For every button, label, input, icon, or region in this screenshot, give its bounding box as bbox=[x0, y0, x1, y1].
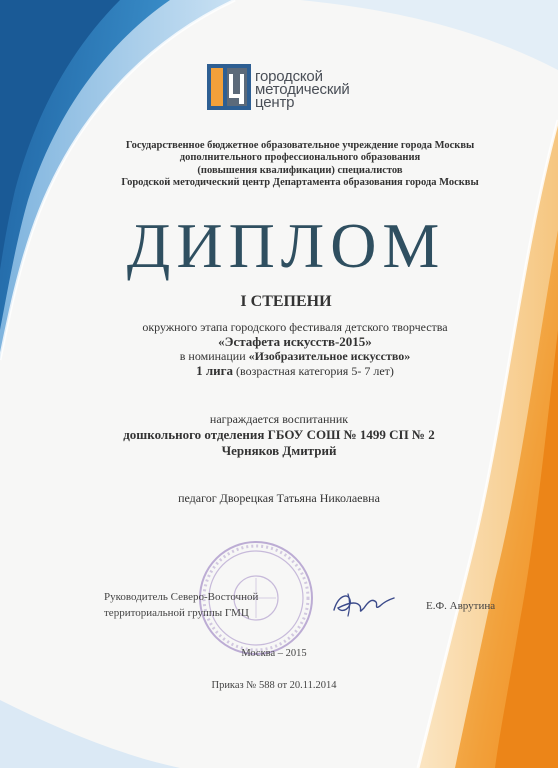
degree: I СТЕПЕНИ bbox=[240, 293, 332, 310]
signatory-title-line-2: территориальной группы ГМЦ bbox=[104, 607, 249, 619]
city-year: Москва – 2015 bbox=[241, 648, 307, 659]
teacher-line: педагог Дворецкая Татьяна Николаевна bbox=[178, 491, 380, 505]
diploma-title: ДИПЛОМ bbox=[126, 210, 446, 281]
logo-text bbox=[255, 70, 350, 109]
org-line-3: (повышения квалификации) специалистов bbox=[197, 164, 403, 176]
organization-header bbox=[70, 140, 530, 189]
contest-stage: окружного этапа городского фестиваля детского творчества bbox=[142, 320, 448, 334]
signatory-title bbox=[104, 589, 258, 621]
nomination-prefix: в номинации bbox=[179, 349, 246, 363]
logo-line-1: городской bbox=[255, 68, 323, 85]
age-category: (возрастная категория 5- 7 лет) bbox=[236, 363, 394, 378]
contest-name: «Эстафета искусств-2015» bbox=[218, 333, 372, 349]
league-row bbox=[90, 364, 500, 379]
org-line-2: дополнительного профессионального образования bbox=[179, 152, 421, 164]
student-name: Черняков Дмитрий bbox=[221, 443, 337, 458]
org-line-1: Государственное бюджетное образовательное учреждение города Москвы bbox=[125, 140, 475, 151]
award-text: награждается воспитанник bbox=[209, 412, 349, 426]
order-reference: Приказ № 588 от 20.11.2014 bbox=[211, 680, 337, 691]
logo-line-3: центр bbox=[255, 94, 295, 111]
gmc-logo-icon bbox=[207, 64, 251, 110]
signatory-name: Е.Ф. Аврутина bbox=[426, 600, 496, 612]
league: 1 лига bbox=[196, 362, 234, 378]
handwritten-signature bbox=[328, 586, 398, 620]
nomination-row bbox=[90, 349, 500, 364]
award-block bbox=[0, 412, 558, 459]
award-school: дошкольного отделения ГБОУ СОШ № 1499 СП № 2 bbox=[123, 427, 435, 442]
contest-details bbox=[90, 320, 500, 378]
signatory-title-line-1: Руководитель Северо-Восточной bbox=[104, 591, 259, 603]
gmc-logo bbox=[207, 64, 377, 112]
nomination-name: «Изобразительное искусство» bbox=[248, 349, 411, 363]
logo-line-2: методический bbox=[255, 81, 350, 98]
org-line-4: Городской методический центр Департамента образования города Москвы bbox=[121, 176, 479, 188]
